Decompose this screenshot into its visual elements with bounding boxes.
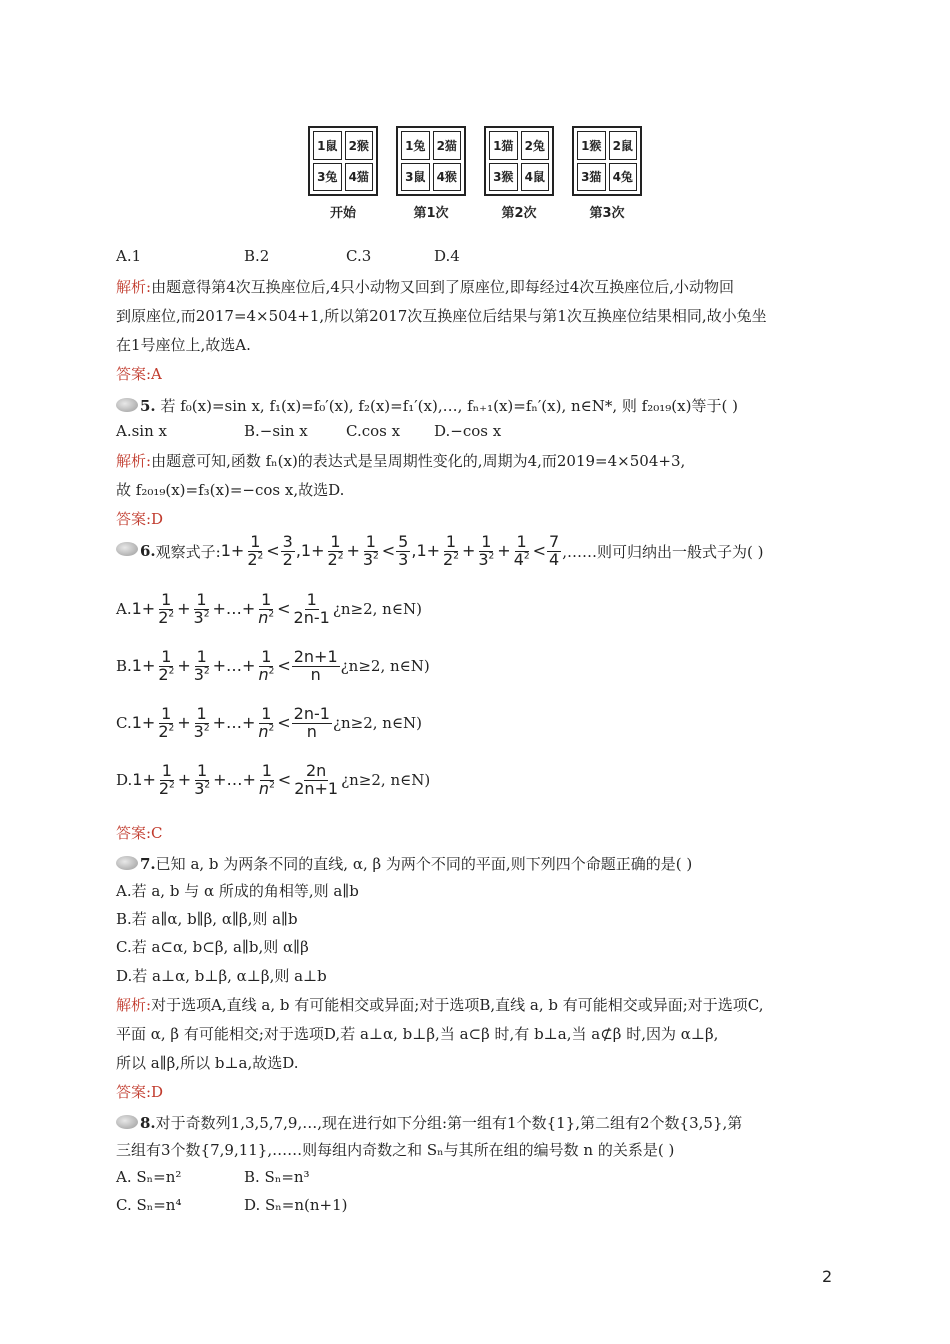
q5-analysis-line1 (116, 450, 685, 471)
question-bullet-icon (116, 1115, 138, 1129)
seat-box-2 (484, 126, 554, 196)
seat-caption: 开始 (329, 206, 356, 221)
q6-option-c (116, 706, 422, 741)
question-number: 7. (140, 855, 156, 873)
seat-box-3 (572, 126, 642, 196)
q4-option-c: C.3 (346, 247, 372, 265)
q4-analysis-line2: 到原座位,而2017=4×504+1,所以第2017次互换座位后结果与第1次互换座位结果相同,故小兔坐 (116, 307, 767, 325)
analysis-text: 由题意得第4次互换座位后,4只小动物又回到了原座位,即每经过4次互换座位后,小动物回 (151, 278, 735, 296)
q6-answer: 答案:C (116, 824, 163, 842)
option-label: D. (116, 771, 133, 790)
q4-option-b: B.2 (244, 247, 270, 265)
q4-option-d: D.4 (434, 247, 460, 265)
analysis-label: 解析: (116, 278, 152, 296)
question-text: 已知 a, b 为两条不同的直线, α, β 为两个不同的平面,则下列四个命题正确的是( ) (155, 855, 693, 873)
q7-option-d: D.若 a⊥α, b⊥β, α⊥β,则 a⊥b (116, 967, 327, 985)
question-text-end: ,……则可归纳出一般式子为( ) (562, 542, 764, 561)
q7-stem (116, 853, 692, 874)
seat-cell: 3兔 (313, 163, 342, 192)
seat-caption: 第1次 (413, 206, 449, 221)
seat-cell: 1猴 (577, 131, 606, 160)
question-text: 若 f₀(x)=sin x, f₁(x)=f₀′(x), f₂(x)=f₁′(x),…, fₙ₊₁(x)=fₙ′(x), n∈N*, 则 f₂₀₁₉(x)等于( ) (160, 397, 738, 415)
q7-analysis-line2: 平面 α, β 有可能相交;对于选项D,若 a⊥α, b⊥β,当 a⊂β 时,有 b⊥a,当 a⊄β 时,因为 α⊥β, (116, 1025, 719, 1043)
analysis-text: 对于选项A,直线 a, b 有可能相交或异面;对于选项B,直线 a, b 有可能相交或异面;对于选项C, (151, 996, 764, 1014)
q4-analysis-line1 (116, 276, 734, 297)
page-number: 2 (822, 1267, 833, 1286)
question-text: 对于奇数列1,3,5,7,9,…,现在进行如下分组:第一组有1个数{1},第二组有2个数{3,5},第 (155, 1114, 743, 1132)
q4-analysis-line3: 在1号座位上,故选A. (116, 336, 251, 354)
seat-cell: 2鼠 (609, 131, 638, 160)
analysis-label: 解析: (116, 996, 152, 1014)
q7-answer: 答案:D (116, 1083, 164, 1101)
seat-cell: 2猫 (433, 131, 462, 160)
q8-option-a: A. Sₙ=n² (116, 1168, 182, 1186)
q8-option-d: D. Sₙ=n(n+1) (244, 1196, 348, 1214)
q7-option-c: C.若 a⊂α, b⊂β, a∥b,则 α∥β (116, 938, 309, 956)
q8-stem-line2: 三组有3个数{7,9,11},……则每组内奇数之和 Sₙ与其所在组的编号数 n 的关系是( ) (116, 1141, 675, 1159)
seat-cell: 4鼠 (521, 163, 550, 192)
q6-option-d (116, 763, 430, 798)
q7-analysis-line3: 所以 a∥β,所以 b⊥a,故选D. (116, 1054, 299, 1072)
seat-cell: 1猫 (489, 131, 518, 160)
seat-box-1 (396, 126, 466, 196)
seat-caption: 第3次 (589, 206, 625, 221)
rhs-denominator: 2n+1 (294, 778, 339, 798)
seat-cell: 4兔 (609, 163, 638, 192)
option-formula: 1+ $\frac{1}{2^2}$ + $\frac{1}{3^2}$ +…+ $\frac{1}{n^2}$ < $\frac{1}{2n-1}$ (131, 590, 330, 627)
option-label: A. (116, 600, 132, 619)
q8-option-c: C. Sₙ=n⁴ (116, 1196, 182, 1214)
seat-cell: 1鼠 (313, 131, 342, 160)
q6-stem (116, 534, 763, 569)
option-condition: ¿n≥2, n∈N) (340, 657, 430, 676)
seat-cell: 1兔 (401, 131, 430, 160)
seat-box-start (308, 126, 378, 196)
seat-cell: 3鼠 (401, 163, 430, 192)
q7-option-a: A.若 a, b 与 α 所成的角相等,则 a∥b (116, 882, 359, 900)
q5-stem (116, 395, 738, 416)
q7-option-b: B.若 a∥α, b∥β, α∥β,则 a∥b (116, 910, 298, 928)
question-bullet-icon (116, 398, 138, 412)
seat-cell: 4猫 (345, 163, 374, 192)
q8-option-b: B. Sₙ=n³ (244, 1168, 310, 1186)
rhs-numerator: 2n+1 (293, 647, 338, 666)
q8-stem-line1 (116, 1112, 742, 1133)
q6-option-a (116, 592, 422, 627)
question-bullet-icon (116, 856, 138, 870)
rhs-numerator: 2n (305, 761, 327, 780)
q5-option-a: A.sin x (116, 422, 167, 440)
seat-cell: 2猴 (345, 131, 374, 160)
rhs-denominator: n (306, 721, 317, 741)
question-number: 6. (140, 542, 156, 561)
q5-option-b: B.−sin x (244, 422, 308, 440)
option-condition: ¿n≥2, n∈N) (341, 771, 431, 790)
seat-cell: 3猴 (489, 163, 518, 192)
option-label: B. (116, 657, 132, 676)
q6-formula: 1+ $\frac{1}{2^2}$ < $\frac{3}{2}$ ,1+ $\frac{1}{2^2}$ + $\frac{1}{3^2}$ < $\frac{5}{3}$ ,1+ $\frac{1}{2^2}$ + $\frac{1}{3^2}$ + $\frac{1}{4^2}$ < $\frac{7}{4}$ (220, 532, 560, 569)
analysis-text: 由题意可知,函数 fₙ(x)的表达式是呈周期性变化的,周期为4,而2019=4×504+3, (151, 452, 686, 470)
question-number: 8. (140, 1114, 156, 1132)
q4-option-a: A.1 (116, 247, 142, 265)
option-formula: 1+ $\frac{1}{2^2}$ + $\frac{1}{3^2}$ +…+ $\frac{1}{n^2}$ < $\frac{2n}{2n+1}$ (132, 761, 339, 798)
q5-option-d: D.−cos x (434, 422, 502, 440)
question-bullet-icon (116, 542, 138, 556)
option-label: C. (116, 714, 132, 733)
rhs-denominator: 2n-1 (293, 607, 330, 627)
option-condition: ¿n≥2, n∈N) (332, 600, 422, 619)
seat-cell: 2兔 (521, 131, 550, 160)
q5-answer: 答案:D (116, 510, 164, 528)
q5-option-c: C.cos x (346, 422, 401, 440)
option-formula: 1+ $\frac{1}{2^2}$ + $\frac{1}{3^2}$ +…+ $\frac{1}{n^2}$ < $\frac{2n-1}{n}$ (131, 704, 330, 741)
analysis-label: 解析: (116, 452, 152, 470)
rhs-numerator: 2n-1 (293, 704, 330, 723)
option-condition: ¿n≥2, n∈N) (332, 714, 423, 733)
option-formula: 1+ $\frac{1}{2^2}$ + $\frac{1}{3^2}$ +…+ $\frac{1}{n^2}$ < $\frac{2n+1}{n}$ (131, 647, 338, 684)
q5-analysis-line2: 故 f₂₀₁₉(x)=f₃(x)=−cos x,故选D. (116, 481, 345, 499)
question-text: 观察式子: (155, 542, 221, 561)
q6-option-b (116, 649, 430, 684)
seat-cell: 3猫 (577, 163, 606, 192)
q7-analysis-line1 (116, 994, 764, 1015)
seat-caption: 第2次 (501, 206, 537, 221)
seat-cell: 4猴 (433, 163, 462, 192)
rhs-numerator: 1 (306, 590, 317, 609)
q4-answer: 答案:A (116, 365, 162, 383)
question-number: 5. (140, 397, 156, 415)
rhs-denominator: n (310, 664, 321, 684)
